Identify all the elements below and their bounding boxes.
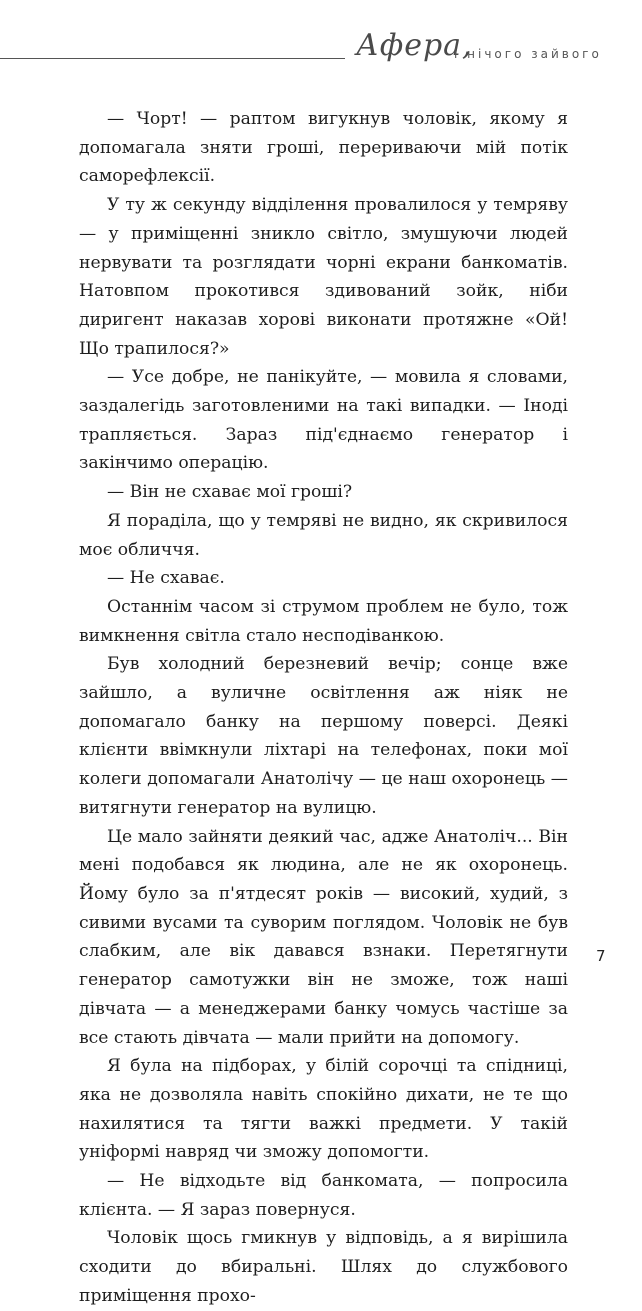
header-rule <box>0 58 345 59</box>
paragraph: Останнім часом зі струмом проблем не було, тож вимкнення світла стало несподіванкою. <box>79 596 568 646</box>
running-header-title: Афера, <box>356 28 473 63</box>
paragraph: Це мало зайняти деякий час, адже Анатоліч... Він мені подобався як людина, але не як охоронець. Йому було за п'ятдесят років — високий, худий, з сивими вусами та суворим поглядом. Чоловік не був слабким, але вік давався взнаки. Перетягнути генератор самотужки він не зможе, тож наші дівчата — а менеджерами банку чомусь частіше за все стають дівчата — мали прийти на допомогу. <box>79 826 568 1048</box>
paragraph: Я була на підборах, у білій сорочці та спідниці, яка не дозволяла навіть спокійно дихати, не те що нахилятися та тягти важкі предмети. У такій уніформі навряд чи зможу допомогти. <box>79 1056 568 1163</box>
paragraph: — Чорт! — раптом вигукнув чоловік, якому я допомагала зняти гроші, перериваючи мій потік саморефлексії. <box>79 109 568 187</box>
running-header-subtitle: і нічого зайвого <box>454 47 602 61</box>
body-text <box>79 105 568 1311</box>
paragraph: — Не відходьте від банкомата, — попросила клієнта. — Я зараз повернуся. <box>79 1171 568 1220</box>
paragraph: У ту ж секунду відділення провалилося у темряву — у приміщенні зникло світло, змушуючи людей нервувати та розглядати чорні екрани банкоматів. Натовпом прокотився здивований зойк, ніби диригент наказав хорові виконати протяжне «Ой! Що трапилося?» <box>79 195 568 359</box>
paragraph: Був холодний березневий вечір; сонце вже зайшло, а вуличне освітлення аж ніяк не допомагало банку на першому поверсі. Деякі клієнти ввімкнули ліхтарі на телефонах, поки мої колеги допомагали Анатолічу — це наш охоронець — витягнути генератор на вулицю. <box>79 654 568 818</box>
paragraph: Чоловік щось гмикнув у відповідь, а я вирішила сходити до вбиральні. Шлях до службового приміщення прохо- <box>79 1228 568 1306</box>
paragraph: Я пораділа, що у темряві не видно, як скривилося моє обличчя. <box>79 510 568 560</box>
page-number: 7 <box>596 947 606 965</box>
paragraph: — Усе добре, не панікуйте, — мовила я словами, заздалегідь заготовленими на такі випадки. — Іноді трапляється. Зараз під'єднаємо генератор і закінчимо операцію. <box>79 367 568 474</box>
paragraph: — Не схаває. <box>107 568 225 589</box>
paragraph: — Він не схаває мої гроші? <box>107 482 353 503</box>
